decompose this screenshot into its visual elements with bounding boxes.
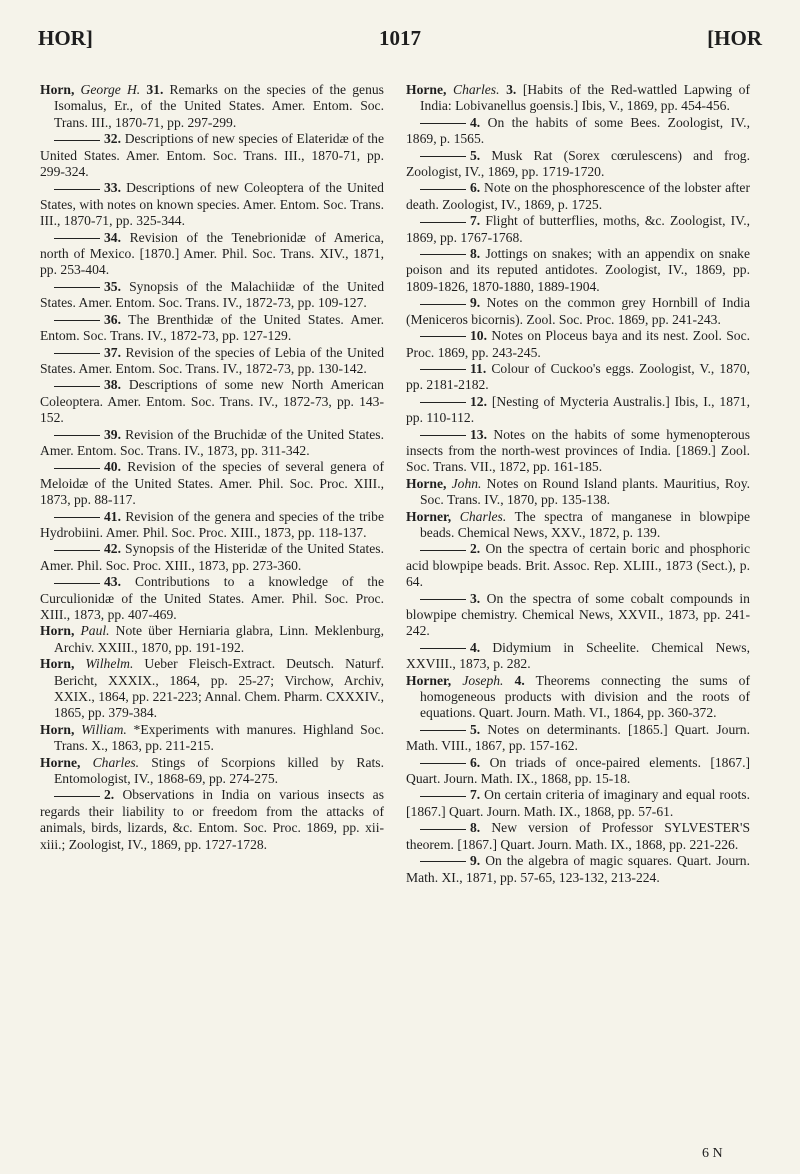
- entry-text: Notes on Round Island plants. Mauritius, Roy. Soc. Trans. IV., 1870, pp. 135-138.: [420, 475, 751, 508]
- page-number: 1017: [379, 26, 421, 50]
- entry-number: 42.: [104, 541, 121, 557]
- bibliography-entry: [40, 345, 384, 378]
- entry-author: Horn, Wilhelm.: [40, 656, 134, 672]
- entry-number: 10.: [470, 328, 487, 344]
- bibliography-entry: [40, 230, 384, 279]
- entry-text: Observations in India on various insects as regards their liability to or freedom from the attacks of animals, birds, lizards, &c. Entom. Soc. Proc. 1869, pp. xii-xiii.; Zoologist, IV., 1869, pp. 1727-1728.: [40, 787, 384, 852]
- signature-mark: 6 N: [702, 1146, 723, 1161]
- entry-text: Note on the phosphorescence of the lobster after death. Zoologist, IV., 1869, p. 1725.: [406, 180, 750, 212]
- bibliography-entry: [406, 148, 750, 181]
- entry-author: Horn, George H.: [40, 82, 141, 97]
- bibliography-entry: [40, 509, 384, 542]
- entry-text: Contributions to a knowledge of the Curculionidæ of the United States. Amer. Phil. Soc. Proc. XIII., 1873, pp. 407-469.: [40, 574, 384, 622]
- entry-text: Remarks on the species of the genus Isomalus, Er., of the United States. Amer. Entom. Soc. Trans. III., 1870-71, pp. 297-299.: [54, 82, 384, 130]
- entry-author: Horner, Charles.: [406, 508, 507, 524]
- bibliography-entry: [406, 509, 750, 542]
- bibliography-entry: [406, 722, 750, 755]
- bibliography-entry: [406, 853, 750, 886]
- entry-text: Revision of the Bruchidæ of the United States. Amer. Entom. Soc. Trans. IV., 1873, pp. 311-342.: [40, 426, 384, 458]
- entry-text: Revision of the genera and species of the tribe Hydrobiini. Amer. Phil. Soc. Proc. XIII., 1873, pp. 118-137.: [40, 508, 384, 540]
- entry-author: Horne, Charles.: [40, 754, 140, 770]
- header-left: HOR]: [38, 26, 93, 50]
- entry-text: Ueber Fleisch-Extract. Deutsch. Naturf. Bericht, XXXIX., 1864, pp. 25-27; Virchow, Archiv, XXIX., 1864, pp. 221-223; Annal. Chem. Pharm. CXXXIV., 1865, pp. 379-384.: [54, 656, 384, 721]
- entry-number: 31.: [146, 82, 164, 97]
- bibliography-entry: [406, 82, 750, 115]
- bibliography-entry: [406, 115, 750, 148]
- bibliography-entry: [40, 82, 384, 131]
- entry-number: 12.: [470, 393, 487, 409]
- entry-text: Theorems connecting the sums of homogeneous products with division and the roots of equations. Quart. Journ. Math. VI., 1864, pp. 360-372.: [420, 672, 750, 721]
- bibliography-entry: [406, 476, 750, 509]
- entry-author: Horne, John.: [406, 475, 482, 491]
- bibliography-entry: [40, 541, 384, 574]
- entry-text: The Brenthidæ of the United States. Amer. Entom. Soc. Trans. IV., 1872-73, pp. 127-129.: [40, 311, 385, 344]
- entry-number: 39.: [104, 426, 121, 442]
- entry-text: Notes on Ploceus baya and its nest. Zool. Soc. Proc. 1869, pp. 243-245.: [406, 328, 751, 360]
- bibliography-entry: [406, 755, 750, 788]
- entry-number: 37.: [104, 344, 121, 360]
- entry-text: Synopsis of the Malachiidæ of the United States. Amer. Entom. Soc. Trans. IV., 1872-73, pp. 109-127.: [40, 278, 384, 311]
- bibliography-entry: [40, 722, 384, 755]
- bibliography-entry: [406, 591, 750, 640]
- bibliography-entry: [406, 246, 750, 295]
- entry-text: On the algebra of magic squares. Quart. Journ. Math. XI., 1871, pp. 57-65, 123-132, 213-224.: [406, 853, 751, 885]
- header-right: [HOR: [707, 26, 762, 50]
- entry-number: 2.: [470, 541, 481, 557]
- entry-number: 7.: [470, 787, 481, 803]
- entry-number: 34.: [104, 229, 121, 245]
- entry-text: On the spectra of certain boric and phosphoric acid blowpipe beads. Brit. Assoc. Rep. XLIII., 1873 (Sect.), p. 64.: [406, 541, 750, 590]
- entry-text: [Nesting of Mycteria Australis.] Ibis, I., 1871, pp. 110-112.: [406, 393, 750, 426]
- entry-text: The spectra of manganese in blowpipe beads. Chemical News, XXV., 1872, p. 139.: [420, 508, 750, 540]
- bibliography-entry: [406, 427, 750, 476]
- entry-number: 4.: [514, 672, 525, 688]
- bibliography-entry: [40, 180, 384, 229]
- entry-text: Note über Herniaria glabra, Linn. Meklenburg, Archiv. XXIII., 1870, pp. 191-192.: [54, 623, 384, 655]
- bibliography-entry: [406, 394, 750, 427]
- entry-number: 7.: [470, 213, 481, 229]
- entry-number: 5.: [470, 147, 481, 163]
- entry-text: Synopsis of the Histeridæ of the United States. Amer. Phil. Soc. Proc. XIII., 1873, pp. 273-360.: [40, 541, 384, 573]
- entry-number: 35.: [104, 278, 121, 294]
- running-header: [38, 26, 762, 54]
- entry-number: 6.: [470, 754, 481, 770]
- entry-number: 33.: [104, 180, 121, 196]
- bibliography-entry: [406, 640, 750, 673]
- entry-number: 3.: [470, 590, 481, 606]
- entry-text: Revision of the Tenebrionidæ of America, north of Mexico. [1870.] Amer. Phil. Soc. Trans. XIV., 1871, pp. 253-404.: [40, 229, 384, 278]
- entry-number: 32.: [104, 131, 121, 147]
- bibliography-entry: [40, 427, 384, 460]
- entry-text: On the habits of some Bees. Zoologist, IV., 1869, p. 1565.: [406, 114, 750, 147]
- bibliography-entry: [40, 279, 384, 312]
- entry-author: Horne, Charles.: [406, 82, 500, 97]
- entry-text: Notes on the common grey Hornbill of India (Meniceros bicornis). Zool. Soc. Proc. 1869, pp. 241-243.: [406, 295, 750, 327]
- entry-number: 4.: [470, 639, 481, 655]
- bibliography-entry: [40, 755, 384, 788]
- bibliography-entry: [40, 312, 384, 345]
- entry-text: Flight of butterflies, moths, &c. Zoologist, IV., 1869, pp. 1767-1768.: [406, 213, 750, 245]
- entry-number: 6.: [470, 180, 481, 196]
- entry-text: Didymium in Scheelite. Chemical News, XXVIII., 1873, p. 282.: [406, 639, 750, 672]
- bibliography-entry: [406, 328, 750, 361]
- entry-text: On certain criteria of imaginary and equal roots. [1867.] Quart. Journ. Math. IX., 1868, pp. 57-61.: [406, 787, 750, 819]
- entry-text: On the spectra of some cobalt compounds in blowpipe chemistry. Chemical News, XXVII., 1873, pp. 241-242.: [406, 590, 750, 639]
- entry-text: Revision of the species of several genera of Meloidæ of the United States. Amer. Phil. Soc. Proc. XIII., 1873, pp. 88-117.: [40, 459, 384, 508]
- bibliography-entry: [406, 180, 750, 213]
- bibliography-entry: [406, 213, 750, 246]
- entry-number: 8.: [470, 246, 481, 262]
- entry-number: 13.: [470, 426, 487, 442]
- entry-number: 2.: [104, 787, 115, 803]
- entry-number: 9.: [470, 295, 481, 311]
- entry-text: *Experiments with manures. Highland Soc. Trans. X., 1863, pp. 211-215.: [54, 721, 384, 754]
- bibliography-entry: [40, 656, 384, 722]
- entry-author: Horn, Paul.: [40, 623, 110, 639]
- entry-text: Notes on the habits of some hymenopterous insects from the north-west provinces of India. [1869.] Zool. Soc. Trans. VII., 1872, pp. 161-185.: [406, 426, 751, 475]
- entry-text: Notes on determinants. [1865.] Quart. Journ. Math. VIII., 1867, pp. 157-162.: [406, 721, 750, 754]
- bibliography-entry: [40, 623, 384, 656]
- bibliography-entry: [406, 295, 750, 328]
- entry-text: Musk Rat (Sorex cœrulescens) and frog. Zoologist, IV., 1869, pp. 1719-1720.: [406, 147, 750, 180]
- bibliography-entry: [40, 459, 384, 508]
- entry-number: 5.: [470, 721, 481, 737]
- left-column: [40, 82, 384, 853]
- entry-number: 11.: [470, 360, 487, 376]
- entry-number: 8.: [470, 820, 481, 836]
- bibliography-entry: [40, 131, 384, 180]
- entry-text: Stings of Scorpions killed by Rats. Entomologist, IV., 1868-69, pp. 274-275.: [54, 754, 384, 787]
- entry-number: 40.: [104, 459, 121, 475]
- entry-number: 36.: [104, 311, 121, 327]
- entry-number: 4.: [470, 114, 481, 130]
- entry-author: Horner, Joseph.: [406, 672, 504, 688]
- entry-number: 43.: [104, 574, 121, 590]
- entry-number: 3.: [506, 82, 517, 97]
- entry-text: New version of Professor SYLVESTER'S theorem. [1867.] Quart. Journ. Math. IX., 1868, pp. 221-226.: [406, 820, 751, 852]
- entry-author: Horn, William.: [40, 721, 127, 737]
- bibliography-entry: [406, 820, 750, 853]
- entry-text: Revision of the species of Lebia of the United States. Amer. Entom. Soc. Trans. IV., 1872-73, pp. 130-142.: [40, 344, 385, 376]
- bibliography-entry: [406, 361, 750, 394]
- right-column: [406, 82, 750, 886]
- entry-text: Descriptions of new species of Elateridæ of the United States. Amer. Entom. Soc. Trans. III., 1870-71, pp. 299-324.: [40, 131, 384, 180]
- entry-text: Descriptions of new Coleoptera of the United States, with notes on known species. Amer. Entom. Soc. Trans. III., 1870-71, pp. 325-344.: [40, 180, 384, 229]
- entry-text: [Habits of the Red-wattled Lapwing of India: Lobivanellus goensis.] Ibis, V., 1869, pp. 454-456.: [420, 82, 750, 114]
- entry-text: Descriptions of some new North American Coleoptera. Amer. Entom. Soc. Trans. IV., 1872-73, pp. 143-152.: [40, 377, 384, 426]
- bibliography-entry: [406, 787, 750, 820]
- bibliography-entry: [40, 787, 384, 853]
- bibliography-entry: [406, 673, 750, 722]
- bibliography-entry: [406, 541, 750, 590]
- entry-text: Jottings on snakes; with an appendix on snake poison and its reputed antidotes. Zoologist, IV., 1869, pp. 1809-1826, 1870-1880, 1889-1904.: [406, 246, 750, 294]
- entry-number: 41.: [104, 508, 121, 524]
- entry-number: 38.: [104, 377, 121, 393]
- entry-text: Colour of Cuckoo's eggs. Zoologist, V., 1870, pp. 2181-2182.: [406, 360, 750, 393]
- entry-text: On triads of once-paired elements. [1867.] Quart. Journ. Math. IX., 1868, pp. 15-18.: [406, 754, 750, 787]
- entry-number: 9.: [470, 853, 481, 869]
- bibliography-entry: [40, 574, 384, 623]
- bibliography-entry: [40, 377, 384, 426]
